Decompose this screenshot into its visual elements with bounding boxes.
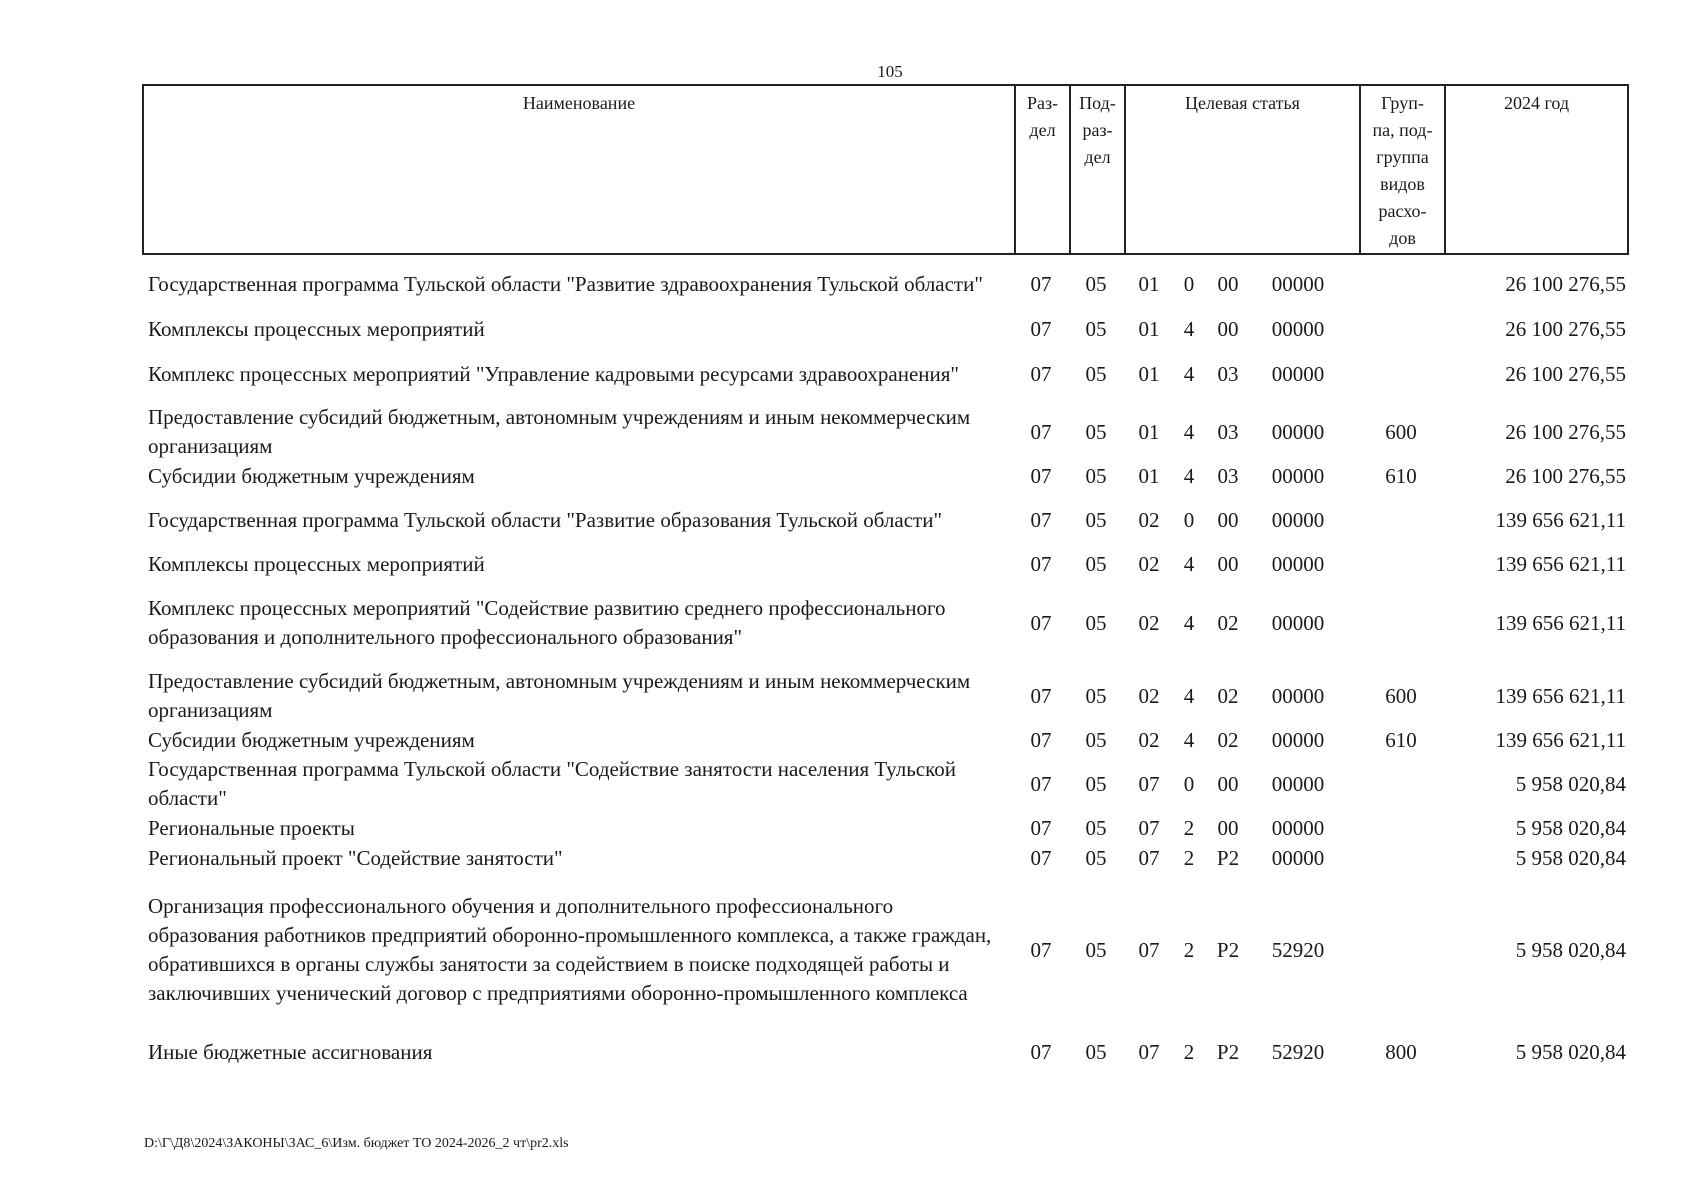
table-row [142,313,1629,345]
row-pr: 05 [1085,361,1107,386]
row-name: Комплекс процессных мероприятий "Управление кадровыми ресурсами здравоохранения" [148,361,960,386]
row-t3: P2 [1216,845,1240,870]
row-pr: 05 [1085,610,1107,635]
row-amount: 26 100 276,55 [1505,361,1626,386]
row-amount: 139 656 621,11 [1495,507,1626,532]
row-t1: 02 [1138,683,1160,708]
table-row [142,667,1629,725]
row-grp [1358,313,1444,345]
row-name: Региональные проекты [148,815,355,840]
row-pr: 05 [1085,815,1107,840]
row-t2: 2 [1183,845,1195,870]
row-t3: 03 [1217,463,1239,488]
row-amount: 26 100 276,55 [1505,419,1626,444]
row-grp [1358,843,1444,873]
row-amount: 139 656 621,11 [1495,551,1626,576]
row-rz: 07 [1030,771,1052,796]
row-name: Иные бюджетные ассигнования [148,1039,433,1064]
row-grp [1358,755,1444,813]
row-name: Государственная программа Тульской области "Содействие занятости населения Тульской области" [148,757,956,810]
row-t4: 52920 [1271,1039,1325,1064]
table-row [142,403,1629,461]
row-t4: 00000 [1271,463,1325,488]
row-t3: 02 [1217,683,1239,708]
row-t1: 07 [1138,815,1160,840]
row-t2: 2 [1183,937,1195,962]
table-row [142,255,1629,313]
row-pr: 05 [1085,937,1107,962]
row-t2: 4 [1183,610,1195,635]
table-row [142,491,1629,549]
row-t2: 4 [1183,551,1195,576]
row-amount: 5 958 020,84 [1515,815,1626,840]
table-row [142,345,1629,403]
row-t2: 2 [1183,815,1195,840]
header-group: Груп- па, под- группа видов расхо- дов [1361,86,1446,253]
row-t2: 4 [1183,316,1195,341]
row-t3: 03 [1217,361,1239,386]
page-number: 105 [877,62,903,81]
table-row [142,873,1629,1027]
row-t2: 4 [1183,463,1195,488]
table-row [142,843,1629,873]
row-t3: P2 [1216,937,1240,962]
row-amount: 139 656 621,11 [1495,683,1626,708]
table-header [142,84,1629,255]
row-grp [1358,345,1444,403]
row-name: Комплекс процессных мероприятий "Содействие развитию среднего профессионального образования и дополнительного профессионального образования" [148,596,946,649]
row-name: Государственная программа Тульской области "Развитие образования Тульской области" [148,507,943,532]
row-grp: 800 [1385,1039,1417,1064]
row-t1: 07 [1138,845,1160,870]
row-grp [1358,255,1444,313]
row-t3: P2 [1216,1039,1240,1064]
row-rz: 07 [1030,507,1052,532]
header-year: 2024 год [1503,93,1570,113]
row-t3: 03 [1217,419,1239,444]
row-rz: 07 [1030,683,1052,708]
row-t1: 01 [1138,271,1160,296]
row-grp [1358,579,1444,667]
row-amount: 26 100 276,55 [1505,271,1626,296]
row-rz: 07 [1030,727,1052,752]
row-t4: 00000 [1271,419,1325,444]
row-pr: 05 [1085,771,1107,796]
row-t2: 4 [1183,683,1195,708]
footer-file-path: D:\Г\Д8\2024\ЗАКОНЫ\ЗАС_6\Изм. бюджет ТО 2024-2026_2 чт\pr2.xls [144,1136,569,1151]
row-t3: 00 [1217,771,1239,796]
table-row [142,813,1629,843]
table-row [142,1027,1629,1077]
row-name: Субсидии бюджетным учреждениям [148,727,475,752]
row-t4: 00000 [1271,271,1325,296]
row-rz: 07 [1030,419,1052,444]
row-amount: 5 958 020,84 [1515,845,1626,870]
row-name: Предоставление субсидий бюджетным, автономным учреждениям и иным некоммерческим организациям [148,405,971,458]
header-target: Целевая статья [1126,86,1361,253]
row-t3: 02 [1217,727,1239,752]
row-rz: 07 [1030,551,1052,576]
row-grp: 610 [1385,727,1417,752]
row-amount: 5 958 020,84 [1515,937,1626,962]
row-grp: 600 [1385,683,1417,708]
row-rz: 07 [1030,361,1052,386]
header-podrazdel: Под- раз- дел [1071,86,1126,253]
row-t3: 00 [1217,551,1239,576]
row-t2: 4 [1183,419,1195,444]
row-t2: 4 [1183,727,1195,752]
row-grp [1358,491,1444,549]
row-t3: 00 [1217,271,1239,296]
header-razdel: Раз- дел [1016,86,1071,253]
row-t1: 01 [1138,419,1160,444]
row-pr: 05 [1085,551,1107,576]
row-t4: 00000 [1271,507,1325,532]
row-t4: 52920 [1271,937,1325,962]
row-pr: 05 [1085,507,1107,532]
row-t1: 02 [1138,507,1160,532]
row-rz: 07 [1030,610,1052,635]
row-t4: 00000 [1271,771,1325,796]
row-amount: 139 656 621,11 [1495,610,1626,635]
row-pr: 05 [1085,316,1107,341]
row-name: Государственная программа Тульской области "Развитие здравоохранения Тульской области" [148,271,983,296]
row-pr: 05 [1085,845,1107,870]
row-pr: 05 [1085,419,1107,444]
row-rz: 07 [1030,271,1052,296]
row-t2: 0 [1183,271,1195,296]
row-t2: 0 [1183,507,1195,532]
row-t1: 02 [1138,551,1160,576]
row-t1: 02 [1138,610,1160,635]
row-pr: 05 [1085,727,1107,752]
row-amount: 5 958 020,84 [1515,1039,1626,1064]
row-name: Комплексы процессных мероприятий [148,316,485,341]
row-t4: 00000 [1271,361,1325,386]
row-t4: 00000 [1271,845,1325,870]
row-pr: 05 [1085,271,1107,296]
row-t4: 00000 [1271,610,1325,635]
table-row [142,725,1629,755]
row-t2: 4 [1183,361,1195,386]
row-t1: 01 [1138,361,1160,386]
table-row [142,579,1629,667]
row-t4: 00000 [1271,727,1325,752]
table-row [142,755,1629,813]
row-amount: 26 100 276,55 [1505,463,1626,488]
row-t2: 0 [1183,771,1195,796]
row-t4: 00000 [1271,551,1325,576]
row-rz: 07 [1030,463,1052,488]
row-name: Региональный проект "Содействие занятости" [148,845,563,870]
row-rz: 07 [1030,815,1052,840]
row-t3: 00 [1217,507,1239,532]
table-row [142,461,1629,491]
row-pr: 05 [1085,683,1107,708]
row-t3: 00 [1217,316,1239,341]
row-rz: 07 [1030,845,1052,870]
row-amount: 5 958 020,84 [1515,771,1626,796]
row-amount: 26 100 276,55 [1505,316,1626,341]
row-t1: 02 [1138,727,1160,752]
row-t3: 02 [1217,610,1239,635]
row-t1: 07 [1138,771,1160,796]
row-t1: 01 [1138,463,1160,488]
row-t1: 07 [1138,1039,1160,1064]
row-t1: 07 [1138,937,1160,962]
row-name: Комплексы процессных мероприятий [148,551,485,576]
row-pr: 05 [1085,1039,1107,1064]
row-rz: 07 [1030,316,1052,341]
row-rz: 07 [1030,937,1052,962]
row-name: Субсидии бюджетным учреждениям [148,463,475,488]
row-name: Организация профессионального обучения и дополнительного профессионального образования работников предприятий оборонно-промышленного комплекса, а также граждан, обратившихся в органы службы занятости за содействием в поиске подходящей работы и заключивших ученический договор с предприятиями оборонно-промышленного комплекса [148,894,992,1005]
row-t3: 00 [1217,815,1239,840]
row-grp: 600 [1385,419,1417,444]
header-name: Наименование [144,86,1016,253]
row-grp: 610 [1385,463,1417,488]
row-name: Предоставление субсидий бюджетным, автономным учреждениям и иным некоммерческим организациям [148,669,971,722]
table-row [142,549,1629,579]
row-t4: 00000 [1271,815,1325,840]
row-rz: 07 [1030,1039,1052,1064]
row-t4: 00000 [1271,683,1325,708]
row-t1: 01 [1138,316,1160,341]
row-grp [1358,549,1444,579]
row-amount: 139 656 621,11 [1495,727,1626,752]
row-t2: 2 [1183,1039,1195,1064]
row-pr: 05 [1085,463,1107,488]
row-grp [1358,813,1444,843]
row-grp [1358,873,1444,1027]
row-t4: 00000 [1271,316,1325,341]
